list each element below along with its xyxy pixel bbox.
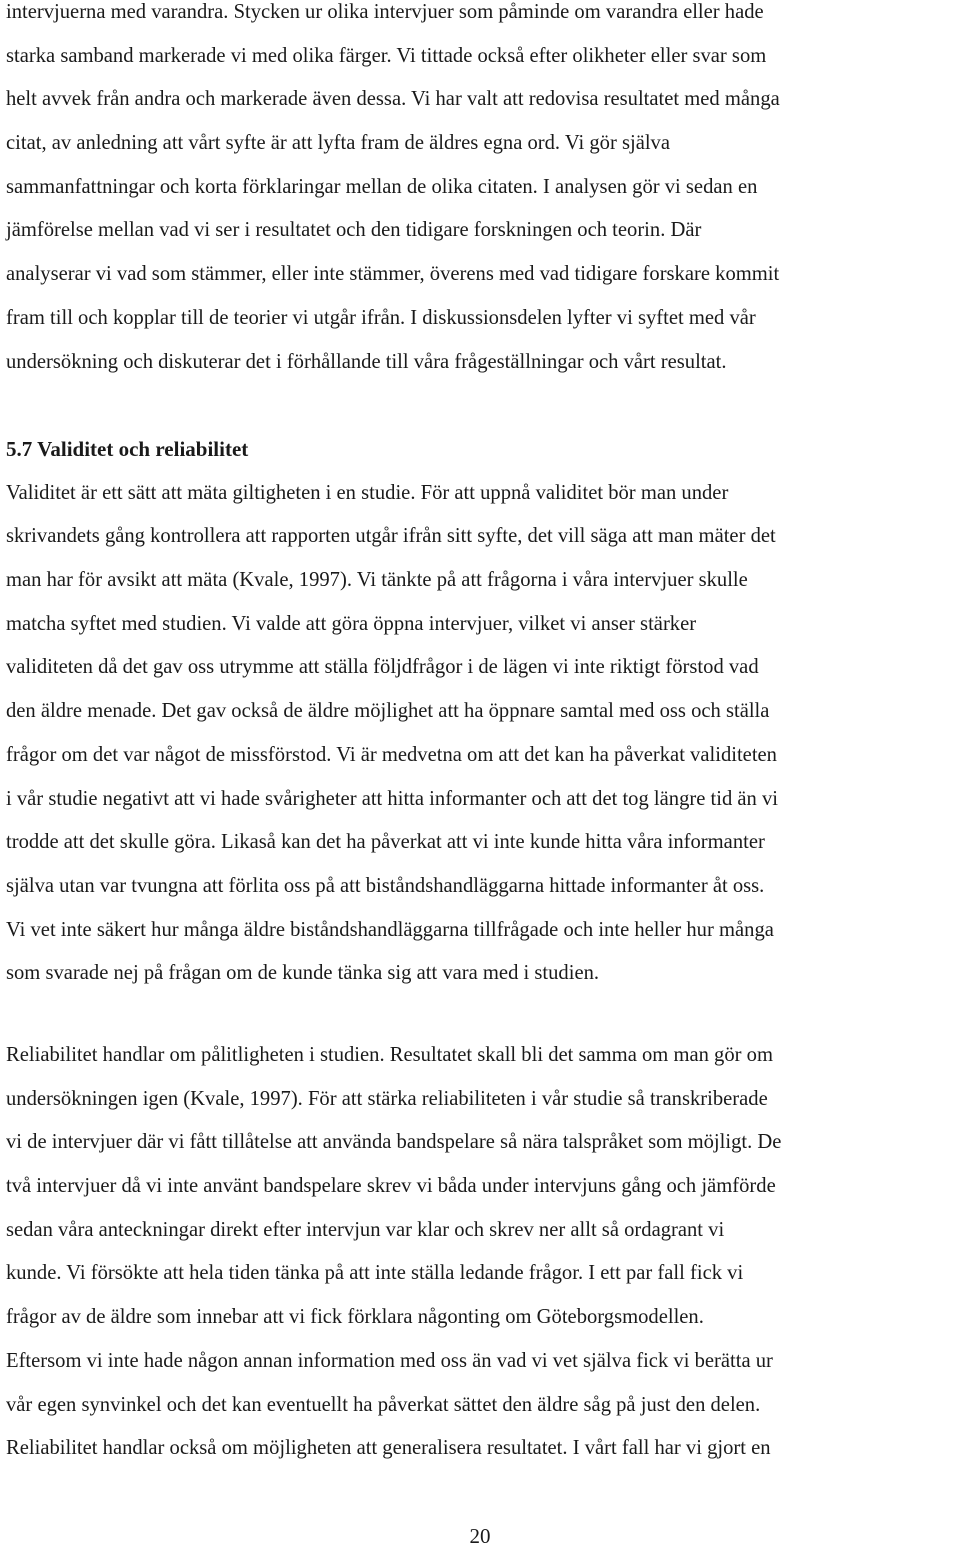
text-line: frågor om det var något de missförstod. Vi är medvetna om att det kan ha påverkat validiteten xyxy=(6,743,777,766)
section-heading: 5.7 Validitet och reliabilitet xyxy=(6,437,249,461)
text-line: vi de intervjuer där vi fått tillåtelse att använda bandspelare så nära talspråket som möjligt. De xyxy=(6,1131,782,1154)
text-line: sedan våra anteckningar direkt efter intervjun var klar och skrev ner allt så ordagrant vi xyxy=(6,1218,725,1241)
text-line: jämförelse mellan vad vi ser i resultatet och den tidigare forskningen och teorin. Där xyxy=(6,219,702,242)
text-line: frågor av de äldre som innebar att vi fick förklara någonting om Göteborgsmodellen. xyxy=(6,1306,704,1329)
text-line: citat, av anledning att vårt syfte är att lyfta fram de äldres egna ord. Vi gör själva xyxy=(6,132,670,155)
text-line: själva utan var tvungna att förlita oss på att biståndshandläggarna hittade informanter åt oss. xyxy=(6,874,765,897)
paragraph-analysis xyxy=(6,0,956,384)
text-line: helt avvek från andra och markerade även dessa. Vi har valt att redovisa resultatet med många xyxy=(6,88,780,111)
text-line: analyserar vi vad som stämmer, eller inte stämmer, överens med vad tidigare forskare kommit xyxy=(6,263,780,286)
text-line: Eftersom vi inte hade någon annan information med oss än vad vi vet själva fick vi berätta ur xyxy=(6,1349,773,1372)
text-line: den äldre menade. Det gav också de äldre möjlighet att ha öppnare samtal med oss och ställa xyxy=(6,700,770,723)
text-line: i vår studie negativt att vi hade svårigheter att hitta informanter och att det tog längre tid än vi xyxy=(6,787,779,810)
text-line: skrivandets gång kontrollera att rapporten utgår ifrån sitt syfte, det vill säga att man mäter det xyxy=(6,525,776,548)
text-line: sammanfattningar och korta förklaringar mellan de olika citaten. I analysen gör vi sedan en xyxy=(6,175,758,198)
text-line: Reliabilitet handlar också om möjligheten att generalisera resultatet. I vårt fall har vi gjort en xyxy=(6,1437,771,1460)
text-line: matcha syftet med studien. Vi valde att göra öppna intervjuer, vilket vi anser stärker xyxy=(6,612,697,635)
paragraph-reliability xyxy=(6,1034,956,1471)
text-line: två intervjuer då vi inte använt bandspelare skrev vi båda under intervjuns gång och jämförde xyxy=(6,1175,776,1198)
text-line: starka samband markerade vi med olika färger. Vi tittade också efter olikheter eller svar som xyxy=(6,44,767,67)
text-line: vår egen synvinkel och det kan eventuellt ha påverkat sättet den äldre såg på just den delen. xyxy=(6,1393,761,1416)
text-line: validiteten då det gav oss utrymme att ställa följdfrågor i de lägen vi inte riktigt förstod vad xyxy=(6,656,759,679)
text-line: kunde. Vi försökte att hela tiden tänka på att inte ställa ledande frågor. I ett par fall fick vi xyxy=(6,1262,744,1285)
text-line: trodde att det skulle göra. Likaså kan det ha påverkat att vi inte kunde hitta våra informanter xyxy=(6,831,765,854)
text-line: Vi vet inte säkert hur många äldre biståndshandläggarna tillfrågade och inte heller hur många xyxy=(6,918,774,941)
text-line: undersökningen igen (Kvale, 1997). För att stärka reliabiliteten i vår studie så transkriberade xyxy=(6,1087,768,1110)
page-number: 20 xyxy=(469,1524,491,1548)
text-line: Reliabilitet handlar om pålitligheten i studien. Resultatet skall bli det samma om man gör om xyxy=(6,1044,773,1066)
text-line: Validitet är ett sätt att mäta giltigheten i en studie. För att uppnå validitet bör man under xyxy=(6,481,729,504)
text-line: fram till och kopplar till de teorier vi utgår ifrån. I diskussionsdelen lyfter vi syftet med vår xyxy=(6,306,756,329)
text-line: intervjuerna med varandra. Stycken ur olika intervjuer som påminde om varandra eller hade xyxy=(6,1,764,23)
section-validity xyxy=(6,428,956,996)
text-line: man har för avsikt att mäta (Kvale, 1997). Vi tänkte på att frågorna i våra intervjuer skulle xyxy=(6,569,748,592)
text-line: undersökning och diskuterar det i förhållande till våra frågeställningar och vårt resultat. xyxy=(6,350,727,373)
text-line: som svarade nej på frågan om de kunde tänka sig att vara med i studien. xyxy=(6,962,600,985)
